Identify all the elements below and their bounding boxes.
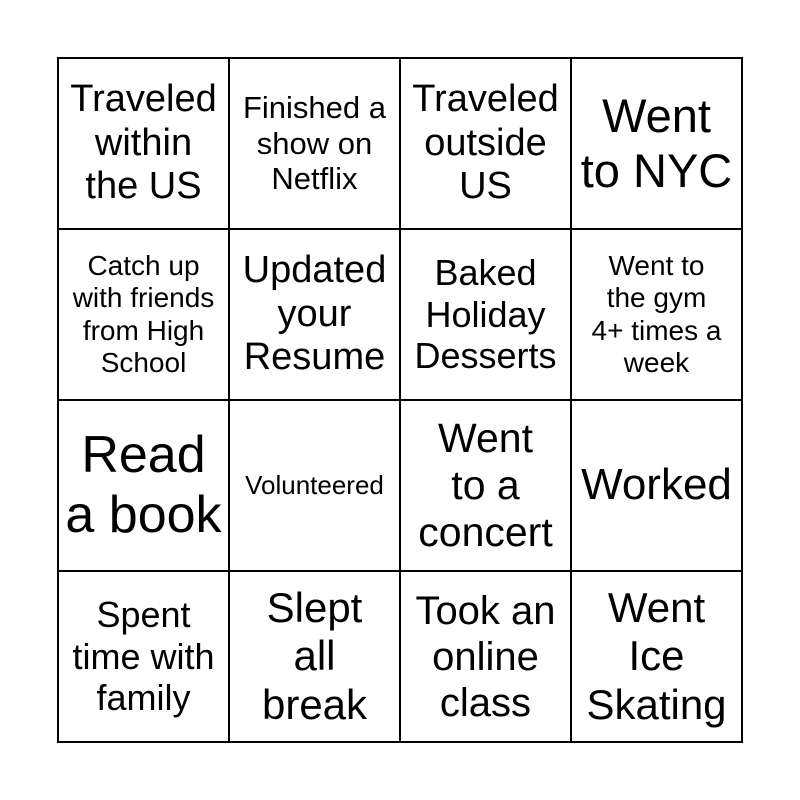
bingo-board	[57, 57, 743, 743]
bingo-cell[interactable]	[229, 58, 400, 229]
bingo-cell[interactable]	[400, 571, 571, 742]
bingo-cell[interactable]	[58, 400, 229, 571]
cell-text: Volunteered	[245, 469, 384, 500]
cell-text: Went to the gym 4+ times a week	[591, 250, 722, 378]
bingo-cell[interactable]	[229, 571, 400, 742]
cell-text: Traveled outside US	[412, 77, 559, 208]
bingo-cell[interactable]	[229, 400, 400, 571]
cell-text: Catch up with friends from High School	[72, 250, 215, 378]
cell-text: Slept all break	[261, 584, 368, 728]
bingo-cell[interactable]	[571, 58, 742, 229]
bingo-cell[interactable]	[571, 229, 742, 400]
bingo-cell[interactable]	[571, 400, 742, 571]
bingo-cell[interactable]	[58, 58, 229, 229]
cell-text: Went Ice Skating	[586, 584, 727, 728]
cell-text: Went to NYC	[580, 89, 733, 197]
cell-text: Baked Holiday Desserts	[414, 252, 557, 377]
bingo-cell[interactable]	[400, 58, 571, 229]
bingo-cell[interactable]	[400, 400, 571, 571]
bingo-cell[interactable]	[571, 571, 742, 742]
cell-text: Took an online class	[415, 588, 556, 725]
cell-text: Read a book	[65, 425, 222, 544]
bingo-cell[interactable]	[400, 229, 571, 400]
bingo-cell[interactable]	[58, 571, 229, 742]
bingo-cell[interactable]	[58, 229, 229, 400]
cell-text: Updated your Resume	[242, 248, 387, 379]
cell-text: Traveled within the US	[70, 77, 217, 208]
cell-text: Worked	[581, 460, 732, 510]
cell-text: Went to a concert	[418, 414, 553, 556]
bingo-cell[interactable]	[229, 229, 400, 400]
cell-text: Spent time with family	[72, 594, 215, 719]
cell-text: Finished a show on Netflix	[242, 90, 387, 197]
